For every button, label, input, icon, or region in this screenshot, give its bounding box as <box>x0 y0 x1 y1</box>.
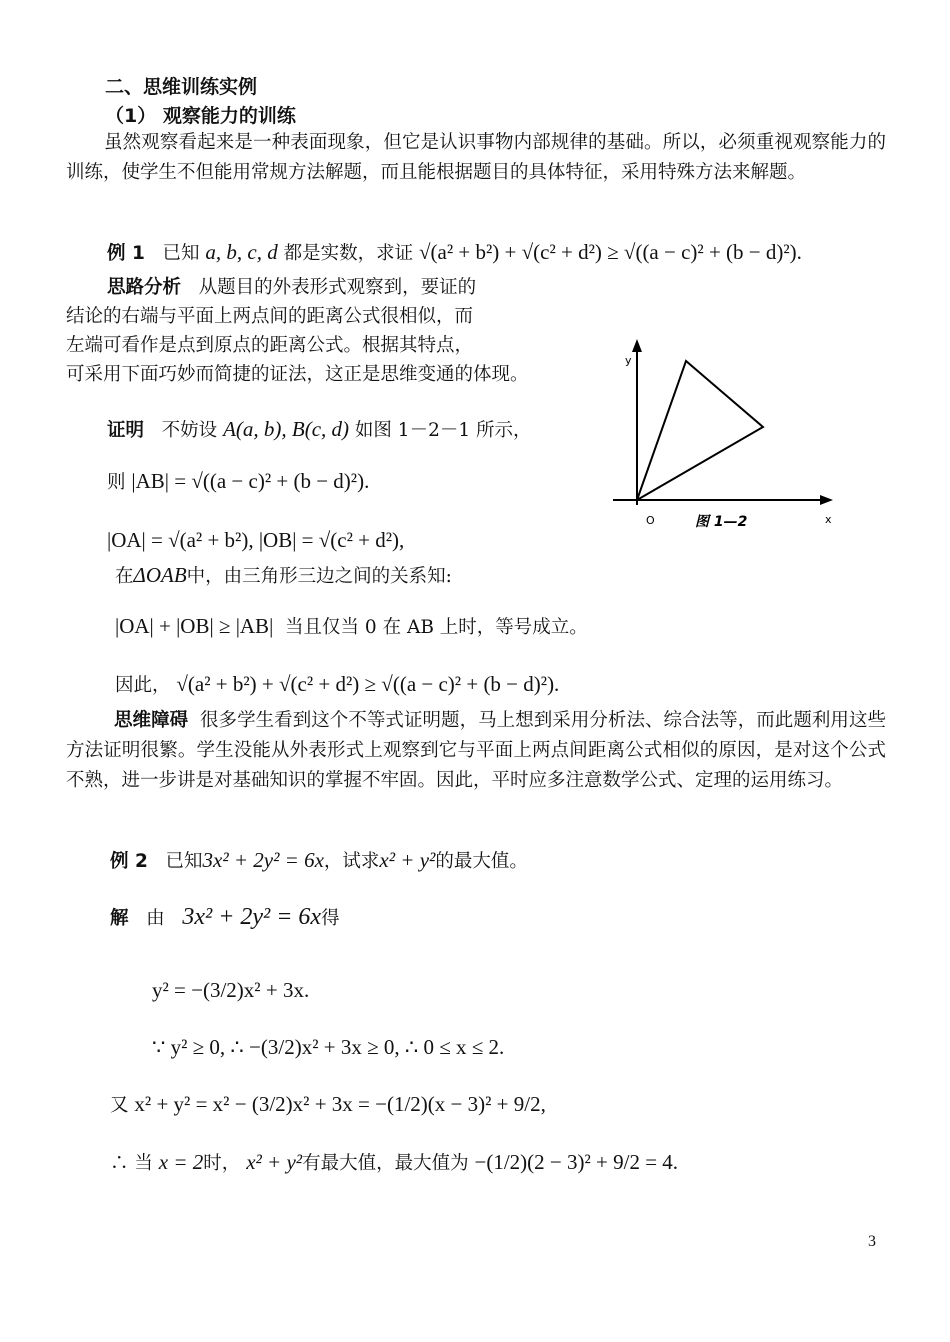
example1-vars: a, b, c, d <box>205 240 278 264</box>
obstacle-paragraph <box>66 706 886 796</box>
proof-line-1: 证明 不妨设 A(a, b), B(c, d) 如图 1－2－1 所示， <box>107 417 532 441</box>
analysis-line-1: 思路分析 从题目的外表形式观察到，要证的 <box>107 277 477 298</box>
x-axis-label: x <box>825 513 832 526</box>
subsection-title: （1） 观察能力的训练 <box>105 105 296 127</box>
example1-inequality: √(a² + b²) + √(c² + d²) ≥ √((a − c)² + (b − d)²). <box>419 240 802 264</box>
solution-step-4: ∴ 当 x = 2时， x² + y²有最大值，最大值为 −(1/2)(2 − 3)² + 9/2 = 4. <box>110 1150 679 1174</box>
analysis-line-2: 结论的右端与平面上两点间的距离公式很相似，而 <box>66 306 474 327</box>
y-axis-label: y <box>625 354 632 367</box>
obstacle-text: 很多学生看到这个不等式证明题，马上想到采用分析法、综合法等，而此题利用这些方法证明很繁。学生没能从外表形式上观察到它与平面上两点间距离公式相似的原因，是对这个公式不熟，进一步讲是对基础知识的掌握不牢固。因此，平时应多注意数学公式、定理的运用练习。 <box>66 710 886 791</box>
solution-step-3: 又 x² + y² = x² − (3/2)x² + 3x = −(1/2)(x − 3)² + 9/2, <box>110 1092 546 1116</box>
analysis-label: 思路分析 <box>107 277 182 298</box>
triangle-oab <box>637 361 763 500</box>
proof-line-3: |OA| = √(a² + b²), |OB| = √(c² + d²), <box>107 528 405 552</box>
solution-line-1: 解 由 3x² + 2y² = 6x得 <box>110 904 340 930</box>
proof-label: 证明 <box>107 420 145 441</box>
figure-1-2 <box>605 330 845 540</box>
page-number: 3 <box>868 1233 876 1250</box>
x-axis-arrow-icon <box>820 495 833 505</box>
section-title: 二、思维训练实例 <box>105 76 258 98</box>
solution-step-2: ∵ y² ≥ 0, ∴ −(3/2)x² + 3x ≥ 0, ∴ 0 ≤ x ≤ 2. <box>152 1035 505 1059</box>
origin-label: O <box>646 514 655 527</box>
example1-mid: 都是实数，求证 <box>283 243 414 264</box>
analysis-line-3: 左端可看作是点到原点的距离公式。根据其特点， <box>66 335 474 356</box>
proof-line-4: 在ΔOAB中，由三角形三边之间的关系知: <box>115 563 452 587</box>
solution-label: 解 <box>110 908 129 929</box>
obstacle-label: 思维障碍 <box>114 710 189 731</box>
analysis-line-4: 可采用下面巧妙而简捷的证法，这正是思维变通的体现。 <box>66 364 529 385</box>
solution-step-1: y² = −(3/2)x² + 3x. <box>152 978 310 1002</box>
figure-caption: 图 1—2 <box>695 514 748 530</box>
proof-line-6: 因此， √(a² + b²) + √(c² + d²) ≥ √((a − c)² + (b − d)²). <box>115 672 560 696</box>
y-axis-arrow-icon <box>632 339 642 352</box>
proof-line-5: |OA| + |OB| ≥ |AB| 当且仅当 0 在 AB 上时，等号成立。 <box>115 614 588 638</box>
example2-label: 例 2 <box>110 851 148 872</box>
proof-line-2: 则 |AB| = √((a − c)² + (b − d)²). <box>107 469 370 493</box>
example1-statement <box>107 238 802 268</box>
example1-prefix: 已知 <box>162 243 200 264</box>
example2-statement: 例 2 已知3x² + 2y² = 6x，试求x² + y²的最大值。 <box>110 848 528 872</box>
intro-paragraph: 虽然观察看起来是一种表面现象，但它是认识事物内部规律的基础。所以，必须重视观察能力的训练，使学生不但能用常规方法解题，而且能根据题目的具体特征，采用特殊方法来解题。 <box>66 132 886 183</box>
example1-label: 例 1 <box>107 243 145 264</box>
